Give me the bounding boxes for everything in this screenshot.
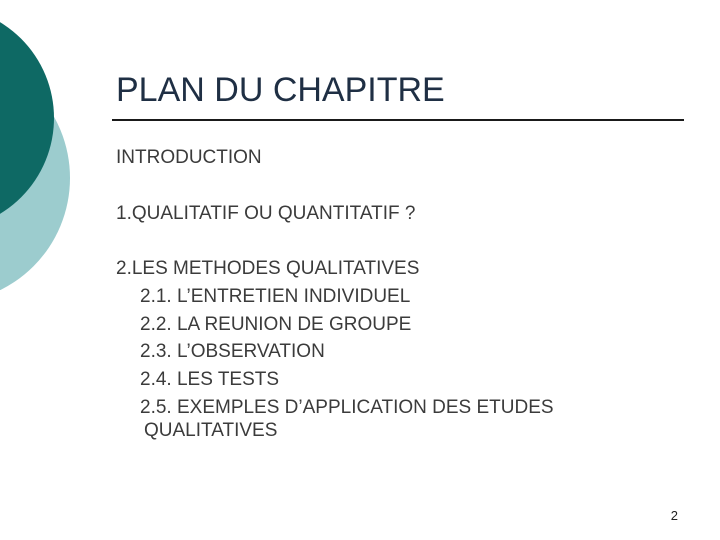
page-number: 2 bbox=[670, 508, 678, 523]
outline-subitem-2-2: 2.2. LA REUNION DE GROUPE bbox=[140, 314, 412, 335]
outline-item-introduction: INTRODUCTION bbox=[116, 147, 262, 168]
outline-item-section-1: 1.QUALITATIF OU QUANTITATIF ? bbox=[116, 203, 416, 224]
outline-subitem-2-5-continuation: QUALITATIVES bbox=[144, 420, 278, 441]
outline-subitem-2-1: 2.1. L’ENTRETIEN INDIVIDUEL bbox=[140, 286, 411, 307]
outline-subitem-2-4: 2.4. LES TESTS bbox=[140, 369, 280, 390]
slide-title: PLAN DU CHAPITRE bbox=[116, 71, 445, 109]
outline-item-section-2: 2.LES METHODES QUALITATIVES bbox=[116, 258, 420, 279]
outline-subitem-2-3: 2.3. L’OBSERVATION bbox=[140, 341, 325, 362]
outline-subitem-2-5: 2.5. EXEMPLES D’APPLICATION DES ETUDES bbox=[140, 397, 554, 418]
